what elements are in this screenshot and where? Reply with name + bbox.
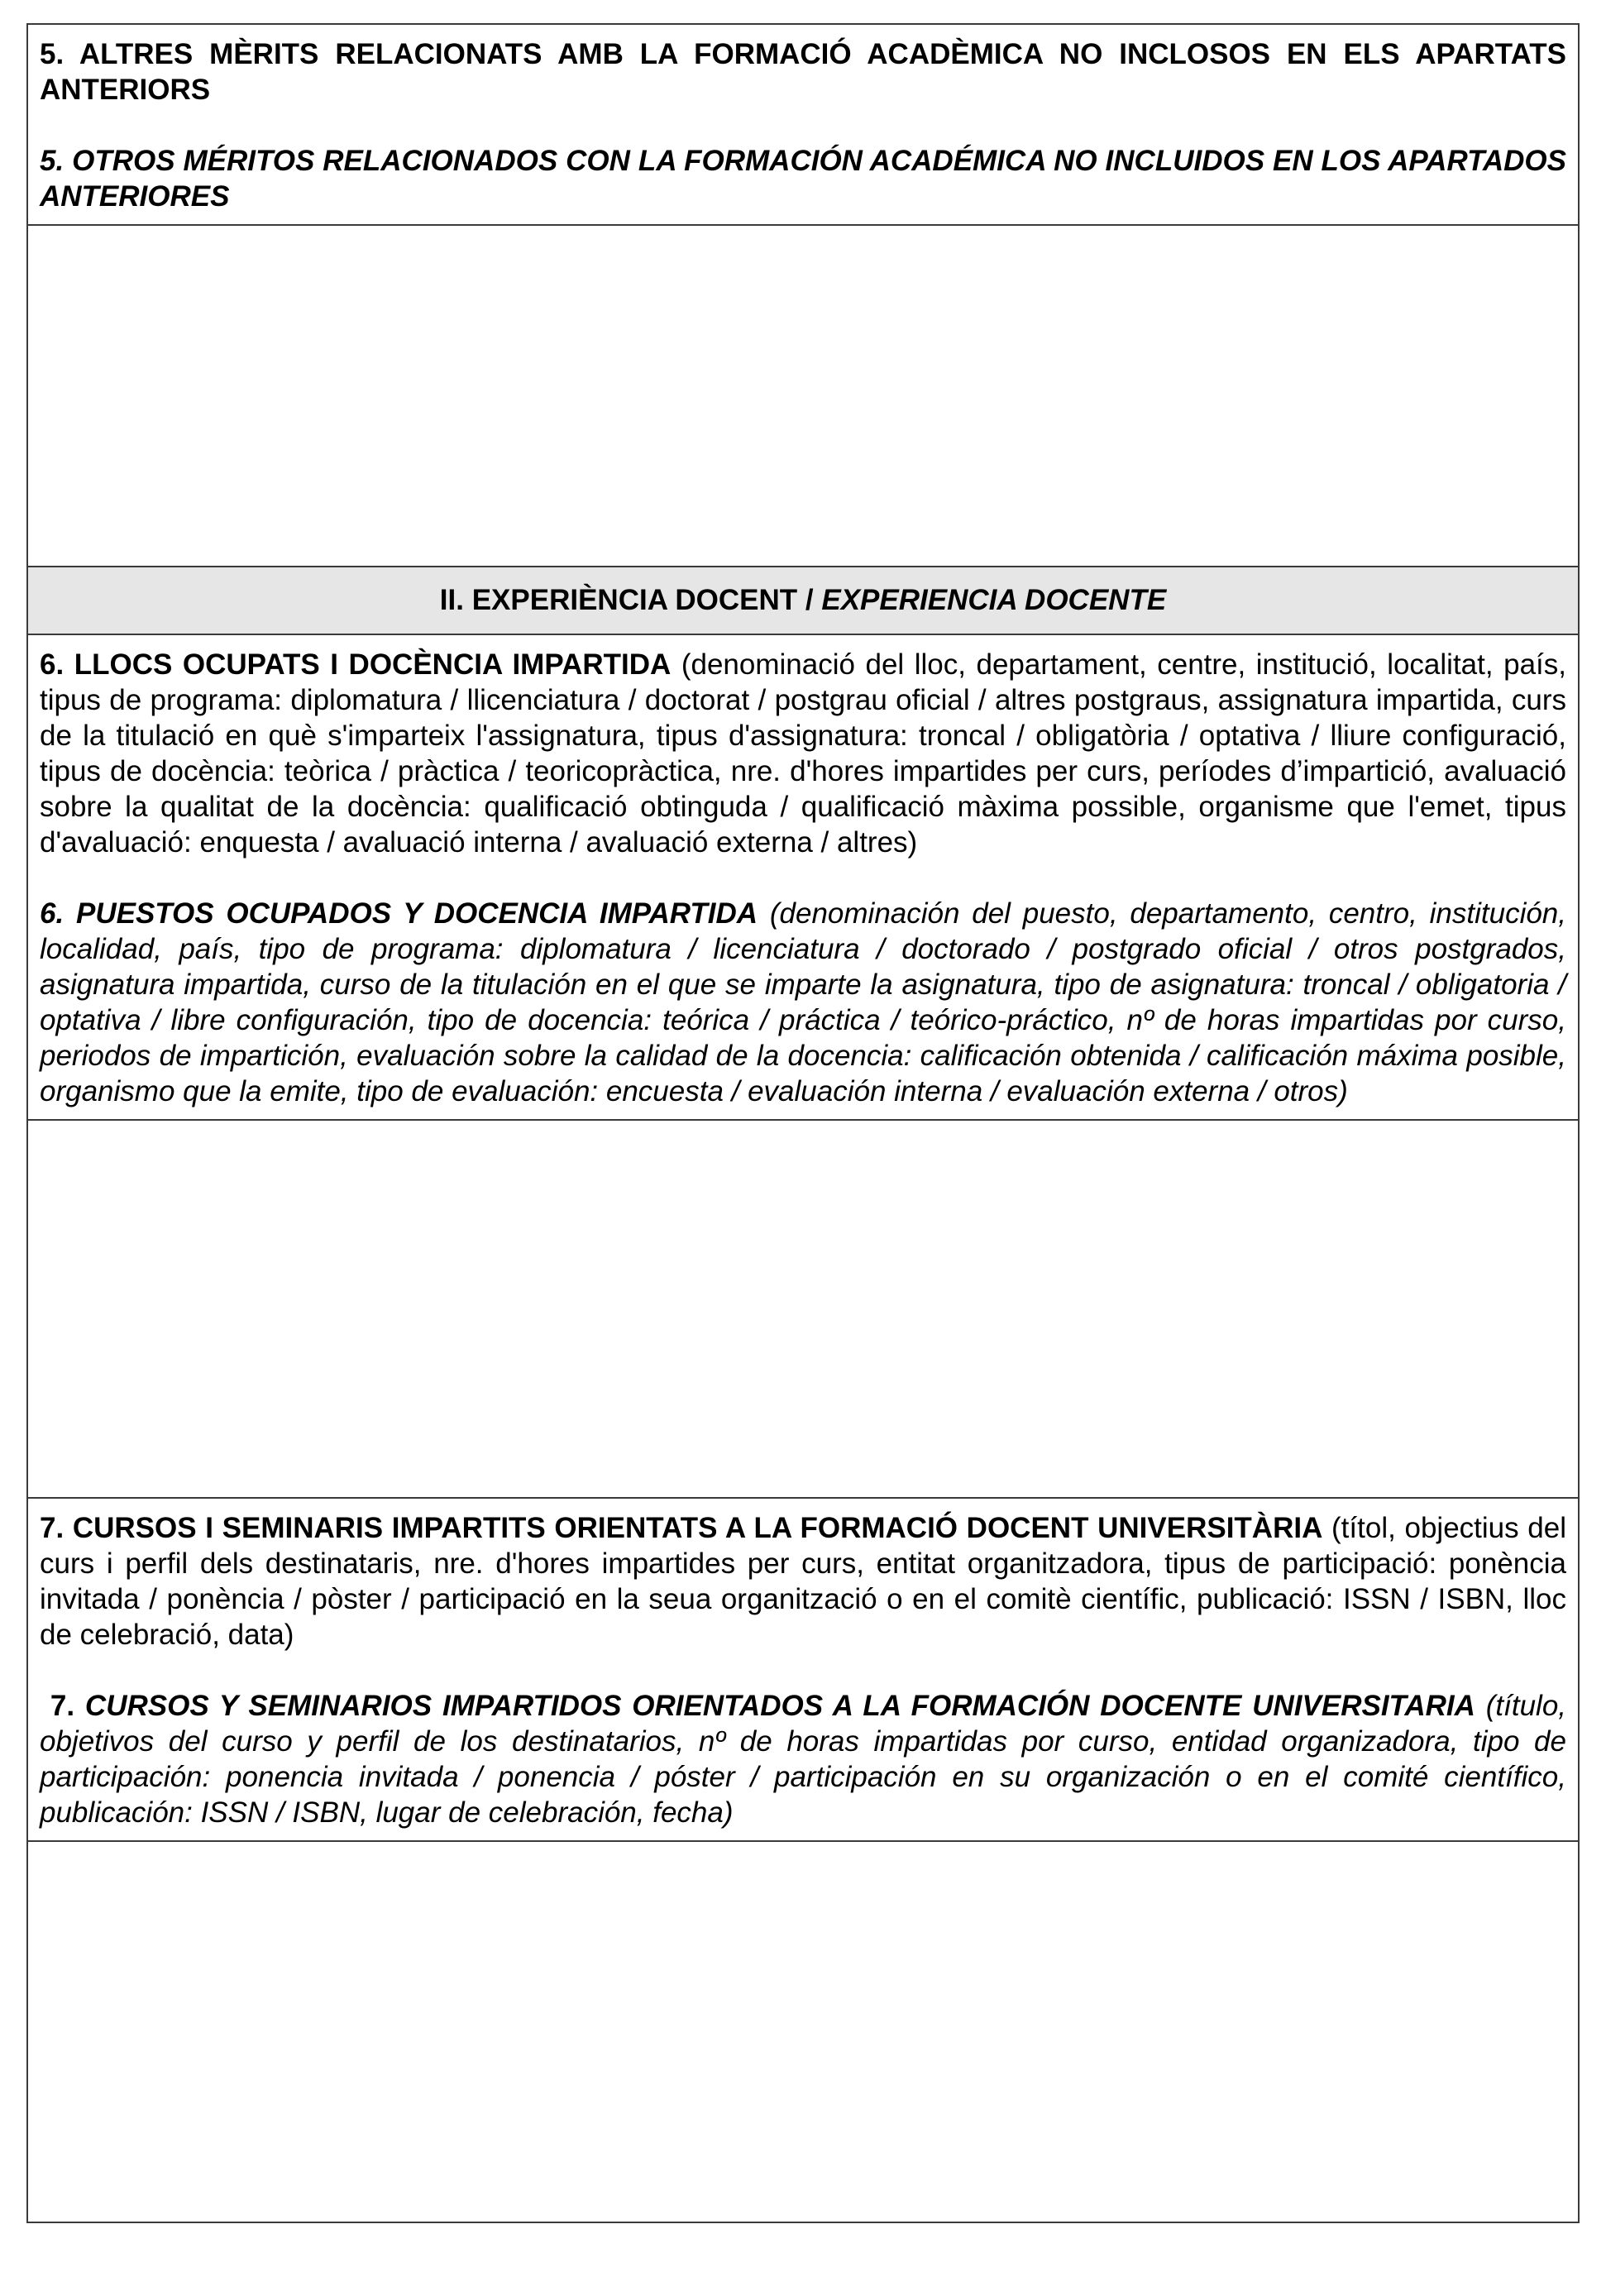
section-6-heading [28,635,1578,1121]
section-ii-title-es: EXPERIENCIA DOCENTE [821,584,1167,616]
section-ii-title [28,567,1578,635]
section-6-desc-es: (denominación del puesto, departamento, centro, institución, localidad, país, tipo de programa: diplomatura / licenciatura / doctorado / postgrado oficial / otros postgrados, asignatura impartida, curso de la titulación en el que se imparte la asignatura, tipo de asignatura: troncal / obligatoria / optativa / libre configuración, tipo de docencia: teórica / práctica / teórico-práctico, nº de horas impartidas por curso, periodos de impartición, evaluación sobre la calidad de la docencia: calificación obtenida / calificación máxima posible, organismo que la emite, tipo de evaluación: encuesta / evaluación interna / evaluación externa / otros) [40,897,1566,1107]
section-6-paragraph-ca [40,647,1566,860]
section-6-title-es: 6. PUESTOS OCUPADOS Y DOCENCIA IMPARTIDA [40,897,758,930]
section-6-title-ca: 6. LLOCS OCUPATS I DOCÈNCIA IMPARTIDA [40,648,672,681]
section-7-paragraph-ca [40,1510,1566,1653]
section-7-number-es: 7. [50,1690,75,1722]
section-7-title-ca: 7. CURSOS I SEMINARIS IMPARTITS ORIENTATS A LA FORMACIÓ DOCENT UNIVERSITÀRIA [40,1512,1323,1544]
section-6-content-field[interactable] [28,1121,1578,1499]
section-7-paragraph-es [40,1688,1566,1830]
section-7-content-field[interactable] [28,1842,1578,2222]
section-ii-title-ca: II. EXPERIÈNCIA DOCENT / [439,584,814,616]
cv-form-table [26,23,1580,2223]
section-5-title-ca: 5. ALTRES MÈRITS RELACIONATS AMB LA FORMACIÓ ACADÈMICA NO INCLOSOS EN ELS APARTATS ANTERIORS [40,38,1566,106]
section-5-title-es: 5. OTROS MÉRITOS RELACIONADOS CON LA FORMACIÓN ACADÉMICA NO INCLUIDOS EN LOS APARTADOS ANTERIORES [40,145,1566,213]
section-7-desc-ca: (títol, objectius del curs i perfil dels destinataris, nre. d'hores impartides per curs, entitat organitzadora, tipus de participació: ponència invitada / ponència / pòster / participació en la seua organització o en el comitè científic, publicació: ISSN / ISBN, lloc de celebració, data) [40,1512,1566,1651]
section-5-heading [28,25,1578,226]
section-5-content-field[interactable] [28,226,1578,567]
section-6-desc-ca: (denominació del lloc, departament, centre, institució, localitat, país, tipus de programa: diplomatura / llicenciatura / doctorat / postgrau oficial / altres postgraus, assignatura impartida, curs de la titulació en què s'imparteix l'assignatura, tipus d'assignatura: troncal / obligatòria / optativa / lliure configuració, tipus de docència: teòrica / pràctica / teoricopràctica, nre. d'hores impartides per curs, períodes d’impartició, avaluació sobre la qualitat de la docència: qualificació obtinguda / qualificació màxima possible, organisme que l'emet, tipus d'avaluació: enquesta / avaluació interna / avaluació externa / altres) [40,648,1566,859]
section-6-paragraph-es [40,896,1566,1109]
section-7-title-es: CURSOS Y SEMINARIOS IMPARTIDOS ORIENTADOS A LA FORMACIÓN DOCENTE UNIVERSITARIA [84,1690,1475,1722]
section-7-desc-es: (título, objetivos del curso y perfil de los destinatarios, nº de horas impartidas por curso, entidad organizadora, tipo de participación: ponencia invitada / ponencia / póster / participación en su organización o en el comité científico, publicación: ISSN / ISBN, lugar de celebración, fecha) [40,1690,1567,1829]
section-7-heading [28,1499,1578,1842]
